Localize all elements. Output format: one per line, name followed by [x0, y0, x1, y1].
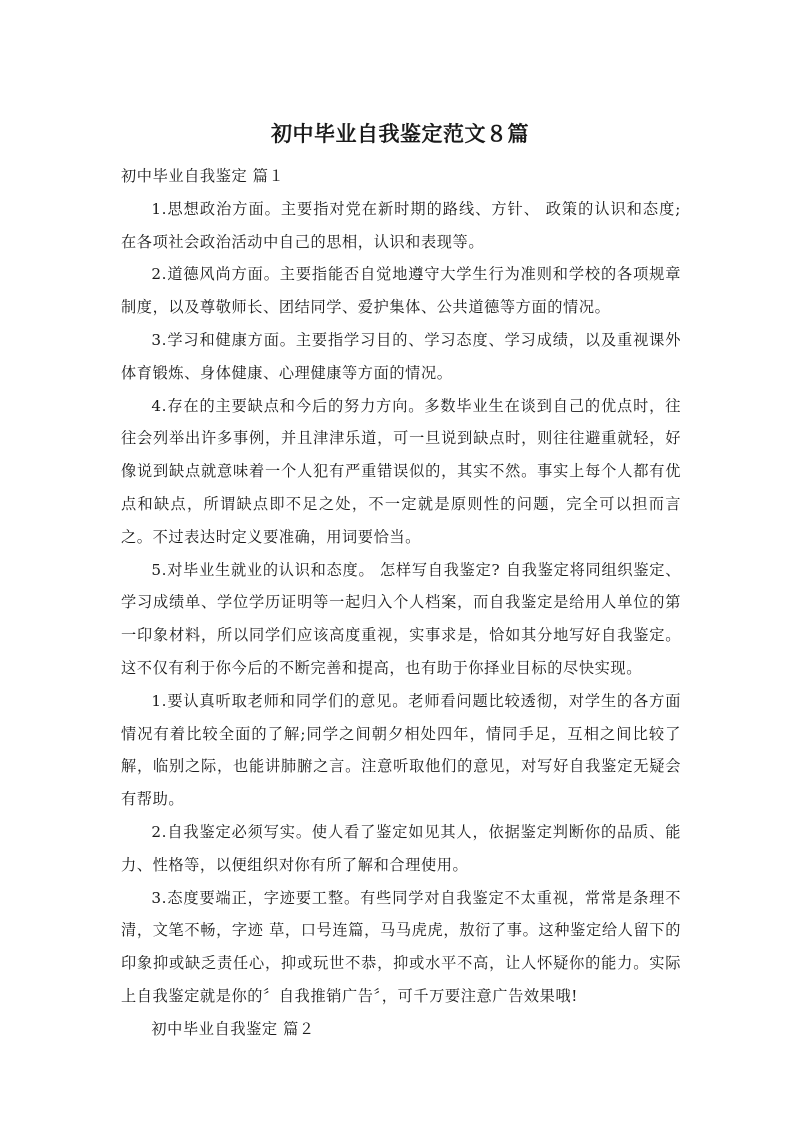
- paragraph: 2.自我鉴定必须写实。使人看了鉴定如见其人，依据鉴定判断你的品质、能力、性格等，以便组织对你有所了解和合理使用。: [121, 822, 681, 874]
- document-title: 初中毕业自我鉴定范文８篇: [271, 122, 529, 146]
- section-heading-1: 初中毕业自我鉴定 篇１: [121, 167, 285, 185]
- paragraph: 1.思想政治方面。主要指对党在新时期的路线、方针、 政策的认识和态度;在各项社会政治活动中自己的思相，认识和表现等。: [121, 199, 681, 251]
- document-body: [121, 160, 681, 1046]
- section-heading-2: 初中毕业自我鉴定 篇２: [151, 1019, 315, 1038]
- paragraph: 4.存在的主要缺点和今后的努力方向。多数毕业生在谈到自己的优点时，往往会列举出许多事例，并且津津乐道，可一旦说到缺点时，则往往避重就轻，好像说到缺点就意味着一个人犯有严重错误似的，其实不然。事实上每个人都有优点和缺点，所谓缺点即不足之处，不一定就是原则性的问题，完全可以担而言之。不过表达时定义要准确，用词要恰当。: [121, 396, 681, 546]
- paragraph: 2.道德风尚方面。主要指能否自觉地遵守大学生行为准则和学校的各项规章制度，以及尊敬师长、团结同学、爱护集体、公共道德等方面的情况。: [121, 265, 681, 317]
- paragraph: 3.态度要端正，字迹要工整。有些同学对自我鉴定不太重视，常常是条理不清，文笔不畅，字迹 草，口号连篇，马马虎虎，敖衍了事。这种鉴定给人留下的印象抑或缺乏责任心，抑或玩世不恭，抑或水平不高，让人怀疑你的能力。实际上自我鉴定就是你的〞自我推销广告〞，可千万要注意广告效果哦!: [121, 888, 681, 1005]
- paragraph: 1.要认真听取老师和同学们的意见。老师看问题比较透彻，对学生的各方面情况有着比较全面的了解;同学之间朝夕相处四年，情同手足，互相之间比较了解，临别之际，也能讲肺腑之言。注意听取他们的意见，对写好自我鉴定无疑会有帮助。: [121, 691, 681, 809]
- paragraph: 3.学习和健康方面。主要指学习目的、学习态度、学习成绩，以及重视课外体育锻炼、身体健康、心理健康等方面的情况。: [121, 330, 681, 382]
- paragraph: 5.对毕业生就业的认识和态度。 怎样写自我鉴定? 自我鉴定将同组织鉴定、学习成绩单、学位学历证明等一起归入个人档案，而自我鉴定是给用人单位的第一印象材料，所以同学们应该高度重视，实事求是，恰如其分地写好自我鉴定。这不仅有利于你今后的不断完善和提高，也有助于你择业目标的尽快实现。: [121, 560, 681, 677]
